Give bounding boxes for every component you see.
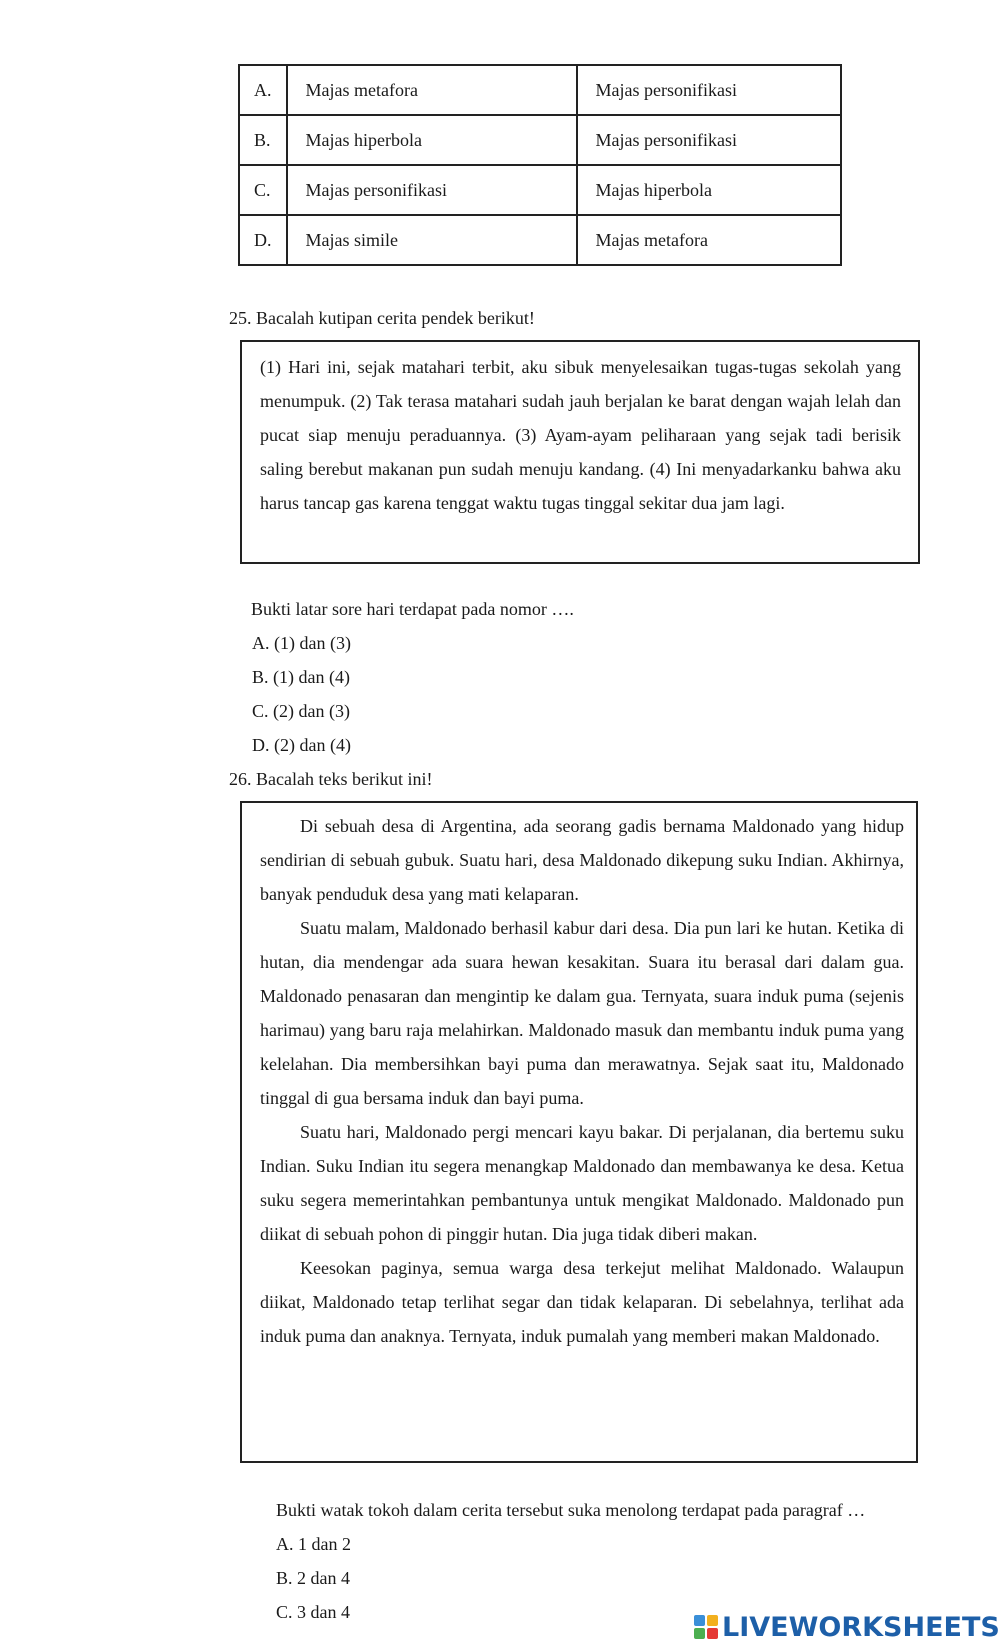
table-row: [239, 65, 841, 115]
logo-grid-icon: [694, 1615, 718, 1639]
passage-26-paragraph-4: Keesokan paginya, semua warga desa terkejut melihat Maldonado. Walaupun diikat, Maldonado tetap terlihat segar dan tidak kelaparan. Di sebelahnya, terlihat ada induk puma dan anaknya. Ternyata, induk pumalah yang memberi makan Maldonado.: [260, 1258, 904, 1346]
option-letter: B.: [239, 115, 287, 165]
option-letter: A.: [239, 65, 287, 115]
passage-26-paragraph-3: Suatu hari, Maldonado pergi mencari kayu bakar. Di perjalanan, dia bertemu suku Indian. Suku Indian itu segera menangkap Maldonado dan membawanya ke desa. Ketua suku segera memerintahkan pembantunya untuk mengikat Maldonado. Maldonado pun diikat di sebuah pohon di pinggir hutan. Dia juga tidak diberi makan.: [260, 1122, 904, 1244]
logo-cell: [707, 1615, 718, 1626]
question-25-prompt: 25. Bacalah kutipan cerita pendek berikut!: [229, 308, 535, 328]
answer-option-c[interactable]: C. 3 dan 4: [276, 1602, 350, 1622]
option-letter: C.: [239, 165, 287, 215]
answer-option-a[interactable]: A. (1) dan (3): [252, 633, 351, 653]
option-col2: Majas personifikasi: [577, 115, 842, 165]
answer-option-b[interactable]: B. (1) dan (4): [252, 667, 350, 687]
table-row: [239, 215, 841, 265]
logo-cell: [694, 1628, 705, 1639]
option-col1: Majas simile: [287, 215, 577, 265]
question-26-prompt: 26. Bacalah teks berikut ini!: [229, 769, 433, 789]
passage-25-text: (1) Hari ini, sejak matahari terbit, aku sibuk menyelesaikan tugas-tugas sekolah yang menumpuk. (2) Tak terasa matahari sudah jauh berjalan ke barat dengan wajah lelah dan pucat siap menuju peraduannya. (3) Ayam-ayam peliharaan yang sejak tadi berisik saling berebut makanan pun sudah menuju kandang. (4) Ini menyadarkanku bahwa aku harus tancap gas karena tenggat waktu tugas tinggal sekitar dua jam lagi.: [260, 357, 901, 513]
option-col1: Majas hiperbola: [287, 115, 577, 165]
option-col2: Majas personifikasi: [577, 65, 842, 115]
option-col1: Majas personifikasi: [287, 165, 577, 215]
option-col1: Majas metafora: [287, 65, 577, 115]
logo-cell: [707, 1628, 718, 1639]
answer-option-a[interactable]: A. 1 dan 2: [276, 1534, 351, 1554]
liveworksheets-logo: [694, 1610, 1000, 1644]
answer-option-c[interactable]: C. (2) dan (3): [252, 701, 350, 721]
option-letter: D.: [239, 215, 287, 265]
passage-box-26: [240, 801, 918, 1463]
answer-options-table: [238, 64, 842, 266]
answer-option-b[interactable]: B. 2 dan 4: [276, 1568, 350, 1588]
passage-26-paragraph-1: Di sebuah desa di Argentina, ada seorang gadis bernama Maldonado yang hidup sendirian di sebuah gubuk. Suatu hari, desa Maldonado dikepung suku Indian. Akhirnya, banyak penduduk desa yang mati kelaparan.: [260, 816, 904, 904]
passage-26-paragraph-2: Suatu malam, Maldonado berhasil kabur dari desa. Dia pun lari ke hutan. Ketika di hutan, dia mendengar ada suara hewan kesakitan. Suara itu berasal dari dalam gua. Maldonado penasaran dan mengintip ke dalam gua. Ternyata, suara induk puma (sejenis harimau) yang baru raja melahirkan. Maldonado masuk dan membantu induk puma yang kelelahan. Dia membersihkan bayi puma dan merawatnya. Sejak saat itu, Maldonado tinggal di gua bersama induk dan bayi puma.: [260, 918, 904, 1108]
option-col2: Majas metafora: [577, 215, 842, 265]
answer-option-d[interactable]: D. (2) dan (4): [252, 735, 351, 755]
option-col2: Majas hiperbola: [577, 165, 842, 215]
question-26-text: Bukti watak tokoh dalam cerita tersebut suka menolong terdapat pada paragraf …: [276, 1500, 866, 1520]
table-row: [239, 165, 841, 215]
logo-cell: [694, 1615, 705, 1626]
logo-text: LIVEWORKSHEETS: [722, 1611, 1000, 1643]
table-row: [239, 115, 841, 165]
question-25-text: Bukti latar sore hari terdapat pada nomor ….: [251, 599, 574, 619]
passage-box-25: [240, 340, 920, 564]
